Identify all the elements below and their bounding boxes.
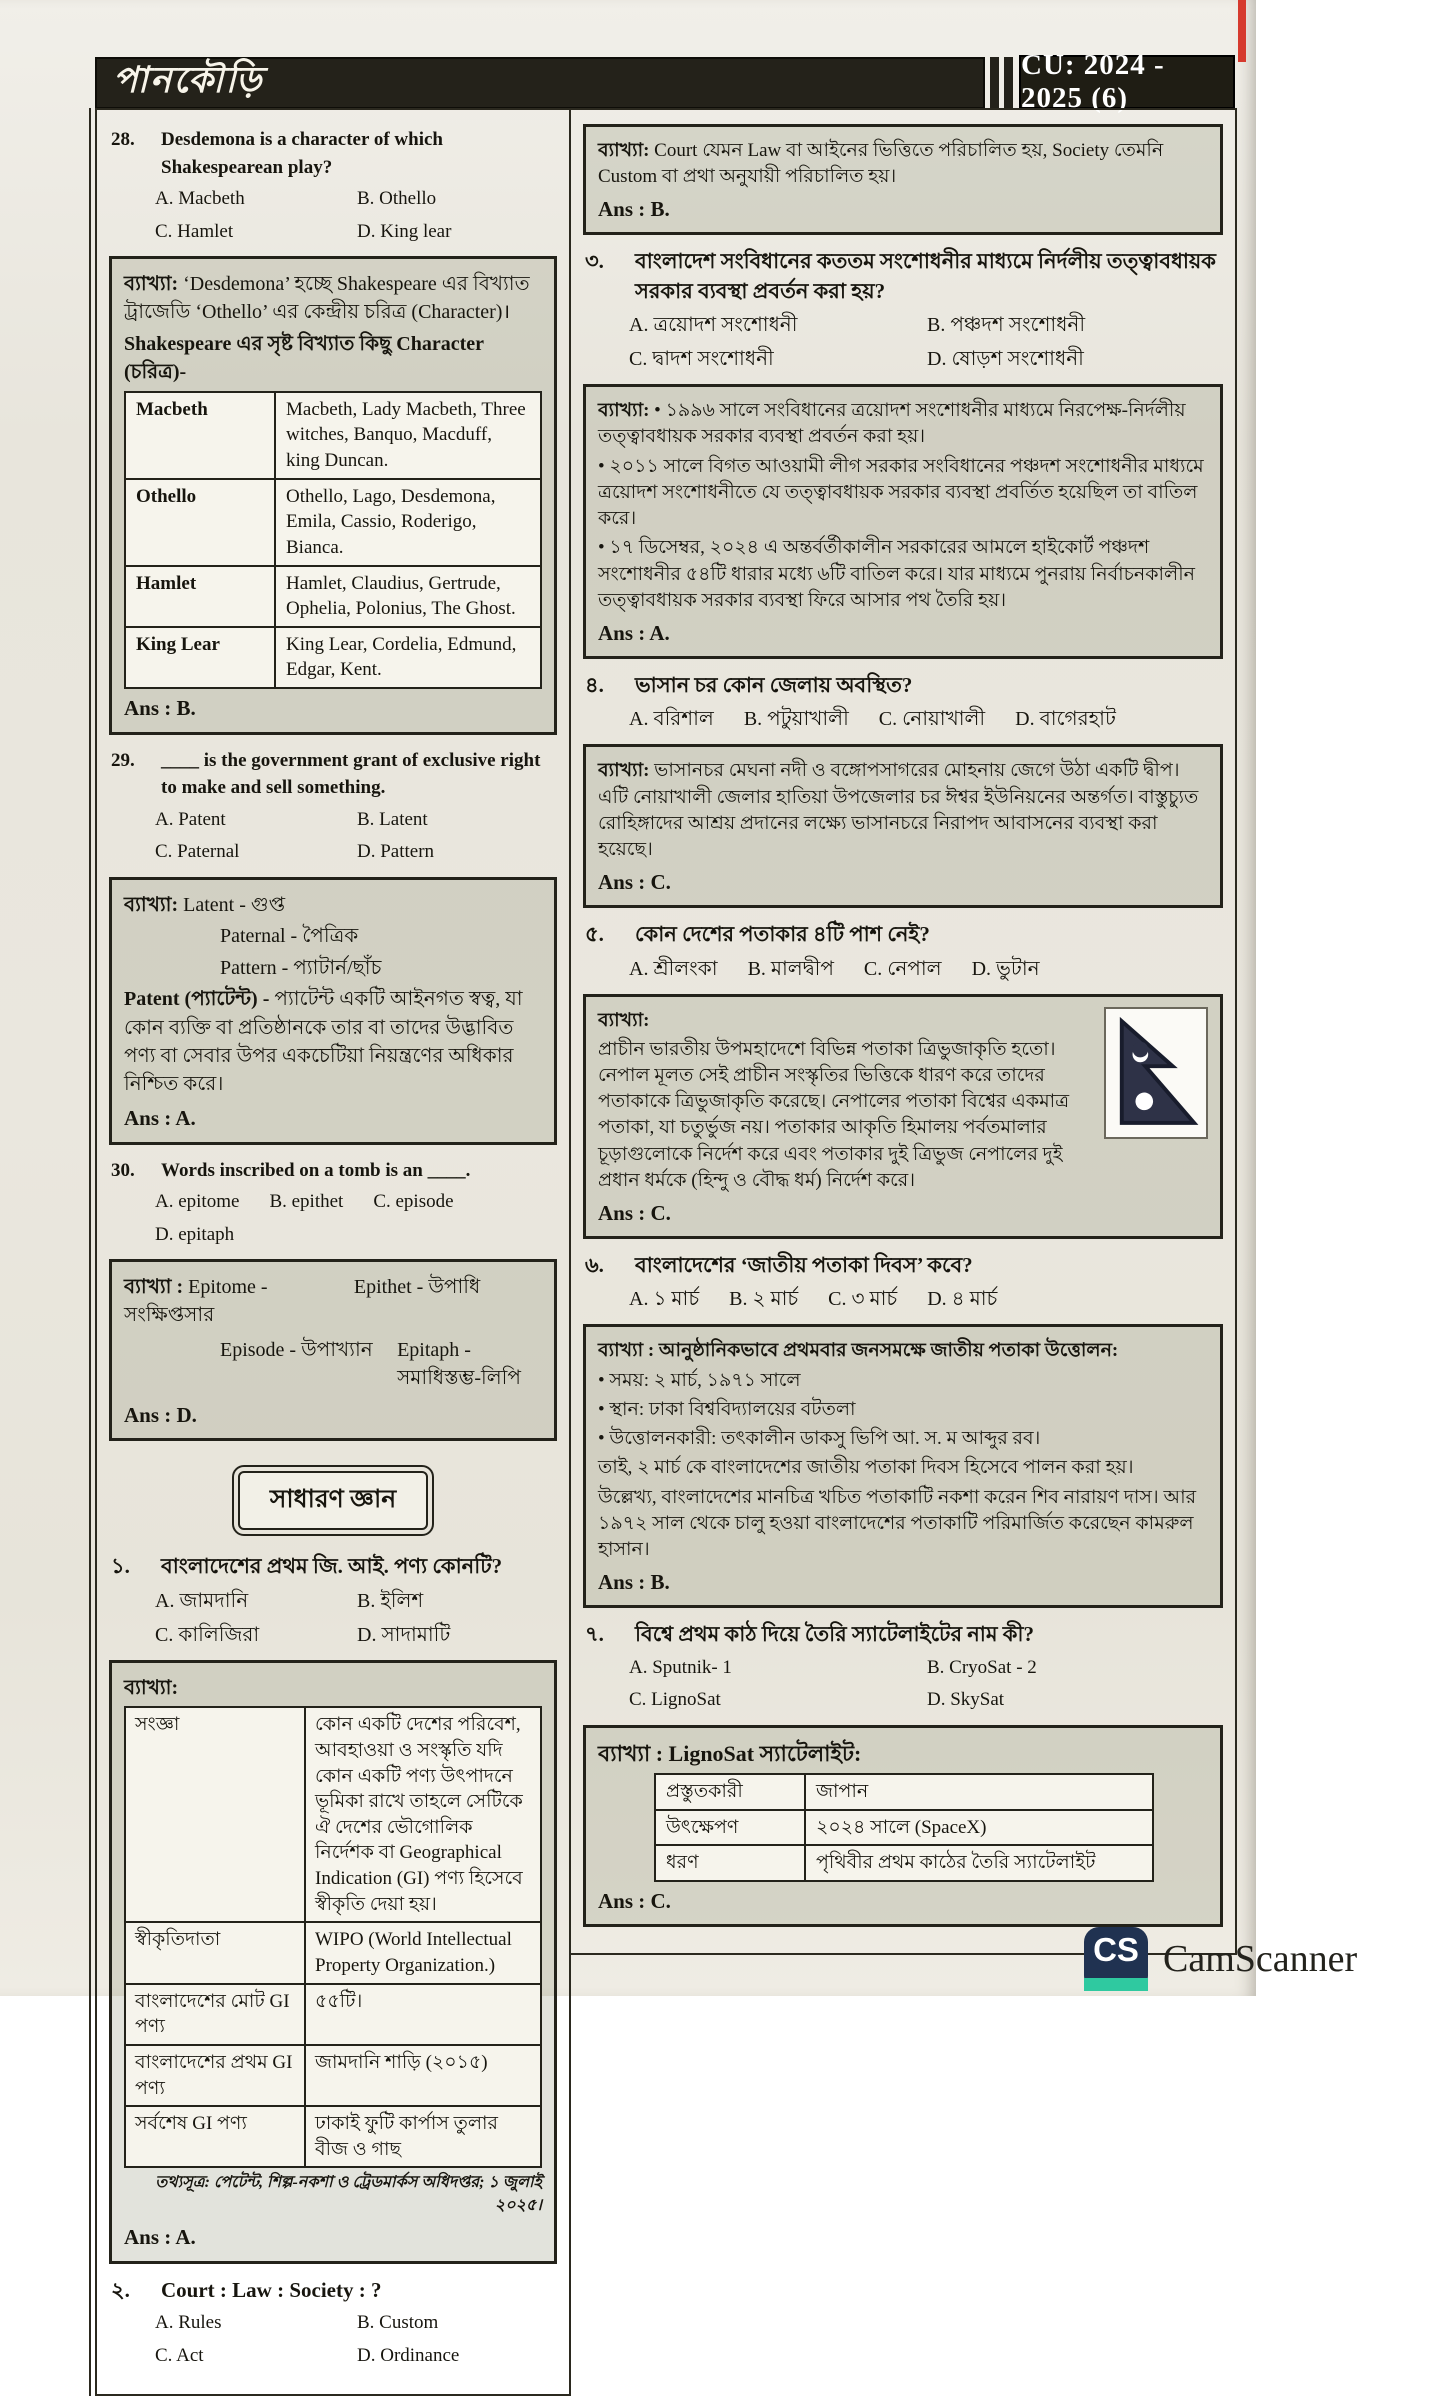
bullet-line — [598, 398, 1208, 450]
explanation-label: ব্যাখ্যা : — [124, 1276, 184, 1299]
camscanner-icon — [1084, 1927, 1148, 1991]
table-row — [125, 2106, 541, 2167]
answer-line: Ans : A. — [598, 620, 670, 645]
gi-key: সর্বশেষ GI পণ্য — [125, 2106, 305, 2167]
option: B. পটুয়াখালী — [743, 708, 849, 731]
option: D. Ordinance — [357, 2344, 460, 2366]
option: B. পঞ্চদশ সংশোধনী — [927, 314, 1086, 337]
table-row — [655, 1845, 1153, 1881]
question-number: ৬. — [585, 1253, 604, 1278]
explanation-text: প্রাচীন ভারতীয় উপমহাদেশে বিভিন্ন পতাকা ত্রিভুজাকৃতি হতো। নেপাল মূলত সেই প্রাচীন সংস্কৃতির ভিত্তিকে ধারণ করে তাদের পতাকাকে ত্রিভুজাকৃতি করেছে। নেপালের পতাকা বিশ্বের একমাত্র পতাকা, যা চতুর্ভুজ নয়। পতাকার আকৃতি হিমালয় পর্বতমালার চূড়াগুলোকে নির্দেশ করে এবং পতাকার দুই ত্রিভুজ নেপালের দুই প্রধান ধর্মকে (হিন্দু ও বৌদ্ধ ধর্ম) নির্দেশ করে। — [598, 1038, 1070, 1191]
explanation-box-q1 — [109, 1660, 557, 2264]
answer-line: Ans : B. — [124, 696, 196, 721]
question-6-options — [629, 1282, 1225, 1316]
question-1 — [111, 1552, 555, 1581]
explanation-box-q28 — [109, 256, 557, 735]
option: C. নেপাল — [863, 957, 942, 980]
explanation-intro: ব্যাখ্যা : আনুষ্ঠানিকভাবে প্রথমবার জনসমক্ষে জাতীয় পতাকা উত্তোলন: — [598, 1340, 1119, 1362]
question-number: ৭. — [585, 1622, 604, 1647]
table-row — [125, 2045, 541, 2106]
sat-key: উৎক্ষেপণ — [655, 1810, 805, 1846]
table-row — [655, 1774, 1153, 1810]
section-badge-wrap — [107, 1471, 559, 1530]
question-4 — [585, 671, 1221, 700]
nepal-flag-image — [1104, 1007, 1208, 1139]
question-30 — [111, 1157, 555, 1185]
answer-line: Ans : B. — [598, 197, 670, 222]
explanation-label: ব্যাখ্যা: — [598, 140, 650, 161]
table-row — [125, 566, 541, 627]
explanation-line: Court যেমন Law বা আইনের ভিত্তিতে পরিচালিত হয়, Society তেমনি Custom বা প্রথা অনুযায়ী পরিচালিত হয়। — [598, 140, 1164, 188]
lignosat-table — [654, 1773, 1154, 1882]
question-text: Words inscribed on a tomb is an ____. — [161, 1159, 471, 1181]
question-2 — [111, 2276, 555, 2305]
gi-key: সংজ্ঞা — [125, 1707, 305, 1922]
question-text: Desdemona is a character of which Shakespearean play? — [161, 129, 443, 178]
option: C. ৩ মার্চ — [828, 1288, 898, 1311]
question-text: ____ is the government grant of exclusive right to make and sell something. — [161, 749, 541, 799]
gloss-line: Epithet - উপাধি — [353, 1276, 481, 1299]
explanation-text — [598, 138, 1208, 190]
question-text: কোন দেশের পতাকার ৪টি পাশ নেই? — [635, 922, 930, 947]
bullet-line: • উত্তোলনকারী: তৎকালীন ডাকসু ভিপি আ. স. ম আব্দুর রব। — [598, 1428, 1041, 1450]
gi-value: ৫৫টি। — [305, 1984, 541, 2045]
question-text: Court : Law : Society : ? — [161, 2277, 382, 2302]
option: D. epitaph — [155, 1223, 235, 1245]
answer-line: Ans : C. — [598, 1888, 671, 1913]
explanation-box-q3 — [583, 384, 1223, 659]
question-text: বাংলাদেশ সংবিধানের কততম সংশোধনীর মাধ্যমে নির্দলীয় তত্ত্বাবধায়ক সরকার ব্যবস্থা প্রবর্তন করা হয়? — [635, 249, 1216, 303]
option: B. CryoSat - 2 — [927, 1656, 1037, 1678]
option: A. Macbeth — [155, 188, 245, 210]
answer-line: Ans : B. — [598, 1570, 670, 1595]
option: D. ৪ মার্চ — [927, 1288, 998, 1311]
option: D. ষোড়শ সংশোধনী — [927, 348, 1084, 371]
option: C. LignoSat — [629, 1689, 721, 1711]
option: C. কালিজিরা — [155, 1623, 260, 1646]
question-4-options — [629, 702, 1225, 736]
play-characters: King Lear, Cordelia, Edmund, Edgar, Kent. — [275, 627, 541, 688]
bullet-line: • সময়: ২ মার্চ, ১৯৭১ সালে — [598, 1369, 801, 1391]
answer-line: Ans : D. — [124, 1402, 197, 1427]
header-divider-stripe — [1004, 57, 1013, 109]
answer-line: Ans : A. — [124, 1105, 196, 1130]
bullet-line: • ১৭ ডিসেম্বর, ২০২৪ এ অন্তর্বর্তীকালীন সরকারের আমলে হাইকোর্ট পঞ্চদশ সংশোধনীর ৫৪টি ধারার মধ্যে ৬টি বাতিল করে। যার মাধ্যমে পুনরায় নির্বাচনকালীন তত্ত্বাবধায়ক সরকার ব্যবস্থা ফিরে আসার পথ তৈরি হয়। — [598, 537, 1195, 611]
explanation-text — [598, 758, 1208, 863]
table-row — [125, 392, 541, 479]
option: A. ত্রয়োদশ সংশোধনী — [629, 314, 798, 337]
question-number: ৩. — [585, 249, 604, 274]
option: D. বাগেরহাট — [1015, 708, 1116, 731]
table-row — [125, 627, 541, 688]
table-row — [125, 1984, 541, 2045]
gloss-line — [124, 1273, 354, 1330]
option: C. দ্বাদশ সংশোধনী — [629, 348, 774, 371]
answer-line: Ans : C. — [598, 1201, 671, 1226]
gloss-line — [124, 891, 542, 919]
play-name: King Lear — [125, 627, 275, 688]
gi-value: ঢাকাই ফুটি কার্পাস তুলার বীজ ও গাছ — [305, 2106, 541, 2167]
term-label: Patent (প্যাটেন্ট) - — [124, 988, 270, 1011]
table-row — [125, 479, 541, 566]
sat-value: ২০২৪ সালে (SpaceX) — [805, 1810, 1153, 1846]
answer-line: Ans : C. — [598, 870, 671, 895]
option: A. ১ মার্চ — [629, 1288, 700, 1311]
gi-info-table — [124, 1706, 542, 2168]
explanation-paragraph: উল্লেখ্য, বাংলাদেশের মানচিত্র খচিত পতাকাটি নকশা করেন শিব নারায়ণ দাস। আর ১৯৭২ সাল থেকে চালু হওয়া বাংলাদেশের পতাকাটি পরিমার্জিত করেছেন কামরুল হাসান। — [598, 1486, 1197, 1560]
play-name: Hamlet — [125, 566, 275, 627]
option: B. Latent — [357, 808, 428, 830]
option: B. মালদ্বীপ — [747, 957, 834, 980]
option: B. Othello — [357, 188, 437, 210]
question-29 — [111, 747, 555, 802]
option: C. Act — [155, 2344, 204, 2366]
play-name: Othello — [125, 479, 275, 566]
play-characters: Othello, Lago, Desdemona, Emila, Cassio, Roderigo, Bianca. — [275, 479, 541, 566]
explanation-label: ব্যাখ্যা: — [598, 400, 650, 422]
sat-key: প্রস্তুতকারী — [655, 1774, 805, 1810]
camscanner-label: CamScanner — [1163, 1938, 1358, 1980]
question-5 — [585, 920, 1221, 949]
play-characters: Macbeth, Lady Macbeth, Three witches, Banquo, Macduff, king Duncan. — [275, 392, 541, 479]
play-name: Macbeth — [125, 392, 275, 479]
gloss-row — [124, 1333, 542, 1396]
question-2-options — [155, 2307, 559, 2372]
gloss-line: Paternal - পৈত্রিক — [220, 925, 359, 948]
explanation-line: ভাসানচর মেঘনা নদী ও বঙ্গোপসাগরের মোহনায় জেগে উঠা একটি দ্বীপ। এটি নোয়াখালী জেলার হাতিয়া উপজেলার চর ঈশ্বর ইউনিয়নের অন্তর্গত। বাস্তুচ্যুত রোহিঙ্গাদের আশ্রয় প্রদানের লক্ষ্যে ভাসানচরে নিরাপদ আবাসনের ব্যবস্থা করা হয়েছে। — [598, 760, 1199, 860]
bullet-text: • ১৯৯৬ সালে সংবিধানের ত্রয়োদশ সংশোধনীর মাধ্যমে নিরপেক্ষ-নির্দলীয় তত্ত্বাবধায়ক সরকার ব্যবস্থা প্রবর্তন করা হয়। — [598, 400, 1186, 448]
question-number: ১. — [111, 1554, 130, 1579]
gloss-text: Epitome - সংক্ষিপ্তসার — [124, 1276, 268, 1327]
gloss-text: Latent - গুপ্ত — [183, 893, 286, 916]
option: B. ২ মার্চ — [729, 1288, 799, 1311]
option: B. Custom — [357, 2312, 439, 2334]
explanation-label: ব্যাখ্যা: — [124, 273, 179, 296]
explanation-box-q7 — [583, 1725, 1223, 1927]
gi-value: জামদানি শাড়ি (২০১৫) — [305, 2045, 541, 2106]
gi-value: কোন একটি দেশের পরিবেশ, আবহাওয়া ও সংস্কৃতি যদি কোন একটি পণ্য উৎপাদনে ভূমিকা রাখে তাহলে সেটিকে ঐ দেশের ভৌগোলিক নির্দেশক বা Geographical Indication (GI) পণ্য হিসেবে স্বীকৃতি দেয়া হয়। — [305, 1707, 541, 1922]
option: B. ইলিশ — [357, 1589, 424, 1612]
camscanner-teal-stripe — [1084, 1978, 1148, 1991]
option: A. Sputnik- 1 — [629, 1656, 732, 1678]
question-7 — [585, 1620, 1221, 1649]
characters-heading: Shakespeare এর সৃষ্ট বিখ্যাত কিছু Character (চরিত্র)- — [124, 332, 484, 384]
sat-key: ধরণ — [655, 1845, 805, 1881]
nepal-flag-icon — [1112, 1015, 1200, 1131]
explanation-text — [124, 270, 542, 327]
sat-value: জাপান — [805, 1774, 1153, 1810]
question-text: বাংলাদেশের প্রথম জি. আই. পণ্য কোনটি? — [161, 1554, 503, 1579]
question-number: 29. — [111, 749, 135, 771]
question-number: ২. — [111, 2277, 130, 2302]
question-number: ৪. — [585, 672, 604, 697]
explanation-label: ব্যাখ্যা: — [124, 1676, 179, 1699]
option: A. শ্রীলংকা — [629, 957, 718, 980]
explanation-box-q5 — [583, 994, 1223, 1240]
gloss-line: Episode - উপাখ্যান — [220, 1338, 373, 1361]
explanation-label: ব্যাখ্যা: — [598, 760, 650, 782]
left-column — [95, 108, 571, 2396]
question-28 — [111, 126, 555, 181]
option: A. Patent — [155, 808, 226, 830]
option: A. epitome — [155, 1191, 240, 1213]
question-1-options — [155, 1584, 559, 1652]
question-5-options — [629, 952, 1225, 986]
question-3-options — [629, 308, 1225, 376]
question-6 — [585, 1251, 1221, 1280]
gloss-line: Pattern - প্যাটার্ন/ছাঁচ — [220, 956, 382, 979]
question-3 — [585, 247, 1221, 306]
question-number: ৫. — [585, 922, 604, 947]
section-title: সাধারণ জ্ঞান — [238, 1471, 428, 1530]
explanation-line: ‘Desdemona’ হচ্ছে Shakespeare এর বিখ্যাত ট্রাজেডি ‘Othello’ এর কেন্দ্রীয় চরিত্র (Character)। — [124, 273, 530, 324]
option: C. episode — [373, 1191, 454, 1213]
question-text: বিশ্বে প্রথম কাঠ দিয়ে তৈরি স্যাটেলাইটের নাম কী? — [635, 1622, 1034, 1647]
question-number: 30. — [111, 1159, 135, 1181]
question-text: ভাসান চর কোন জেলায় অবস্থিত? — [635, 672, 913, 697]
answer-line: Ans : A. — [124, 2224, 196, 2249]
option: D. Pattern — [357, 841, 435, 863]
option: C. নোয়াখালী — [878, 708, 986, 731]
table-row — [655, 1810, 1153, 1846]
patent-definition — [124, 985, 542, 1099]
option: D. King lear — [357, 220, 452, 242]
gi-key: স্বীকৃতিদাতা — [125, 1922, 305, 1983]
question-number: 28. — [111, 129, 135, 150]
explanation-box-court-law — [583, 124, 1223, 235]
lignosat-heading: ব্যাখ্যা : LignoSat স্যাটেলাইট: — [598, 1740, 862, 1766]
explanation-box-q30 — [109, 1259, 557, 1441]
source-note: তথ্যসূত্র: পেটেন্ট, শিল্প-নকশা ও ট্রেডমার্কস অধিদপ্তর; ১ জুলাই ২০২৫। — [155, 2174, 542, 2215]
header-bar — [95, 57, 985, 109]
explanation-box-q6 — [583, 1324, 1223, 1608]
sat-value: পৃথিবীর প্রথম কাঠের তৈরি স্যাটেলাইট — [805, 1845, 1153, 1881]
right-column — [569, 108, 1237, 1955]
explanation-label: ব্যাখ্যা: — [124, 893, 179, 916]
option: D. সাদামাটি — [357, 1623, 451, 1646]
bullet-line: • ২০১১ সালে বিগত আওয়ামী লীগ সরকার সংবিধানের পঞ্চদশ সংশোধনীর মাধ্যমে ত্রয়োদশ সংশোধনীতে যে তত্ত্বাবধায়ক সরকার ব্যবস্থা প্রবর্তিত হয়েছিল তা বাতিল করে। — [598, 455, 1204, 530]
definition-text: প্যাটেন্ট একটি আইনগত স্বত্ব, যা কোন ব্যক্তি বা প্রতিষ্ঠানকে তার বা তাদের উদ্ভাবিত পণ্য বা সেবার উপর একচেটিয়া নিয়ন্ত্রণের অধিকার নিশ্চিত করে। — [124, 988, 523, 1096]
explanation-box-q29 — [109, 877, 557, 1145]
camscanner-cs-glyph: CS — [1093, 1931, 1139, 1968]
question-text: বাংলাদেশের ‘জাতীয় পতাকা দিবস’ কবে? — [635, 1253, 973, 1278]
gi-value: WIPO (World Intellectual Property Organization.) — [305, 1922, 541, 1983]
play-characters: Hamlet, Claudius, Gertrude, Ophelia, Polonius, The Ghost. — [275, 566, 541, 627]
option: C. Hamlet — [155, 220, 234, 242]
gloss-line: Epitaph - সমাধিস্তম্ভ-লিপি — [397, 1338, 521, 1390]
camscanner-watermark — [1084, 1927, 1357, 1991]
gi-key: বাংলাদেশের মোট GI পণ্য — [125, 1984, 305, 2045]
bullet-line: • স্থান: ঢাকা বিশ্ববিদ্যালয়ের বটতলা — [598, 1398, 856, 1420]
explanation-box-q4 — [583, 744, 1223, 908]
option: A. জামদানি — [155, 1589, 249, 1612]
explanation-label: ব্যাখ্যা: — [598, 1009, 650, 1031]
exam-ref-badge: CU: 2024 - 2025 (6) — [1019, 55, 1235, 109]
option: A. বরিশাল — [629, 708, 714, 731]
option: C. Paternal — [155, 841, 240, 863]
option: A. Rules — [155, 2312, 222, 2334]
question-28-options — [155, 183, 559, 248]
explanation-paragraph: তাই, ২ মার্চ কে বাংলাদেশের জাতীয় পতাকা দিবস হিসেবে পালন করা হয়। — [598, 1457, 1134, 1479]
table-row — [125, 1707, 541, 1922]
header-divider-stripe — [990, 57, 999, 109]
table-row — [125, 1922, 541, 1983]
shakespeare-characters-table — [124, 391, 542, 689]
question-29-options — [155, 804, 559, 869]
publisher-logo: পানকৌড়ি — [113, 60, 264, 100]
red-scan-mark — [1238, 0, 1246, 62]
question-30-options — [155, 1186, 559, 1251]
gi-key: বাংলাদেশের প্রথম GI পণ্য — [125, 2045, 305, 2106]
question-7-options — [629, 1652, 1225, 1717]
option: D. ভুটান — [971, 957, 1040, 980]
option: B. epithet — [269, 1191, 344, 1213]
option: D. SkySat — [927, 1689, 1005, 1711]
gloss-row — [124, 1270, 542, 1333]
